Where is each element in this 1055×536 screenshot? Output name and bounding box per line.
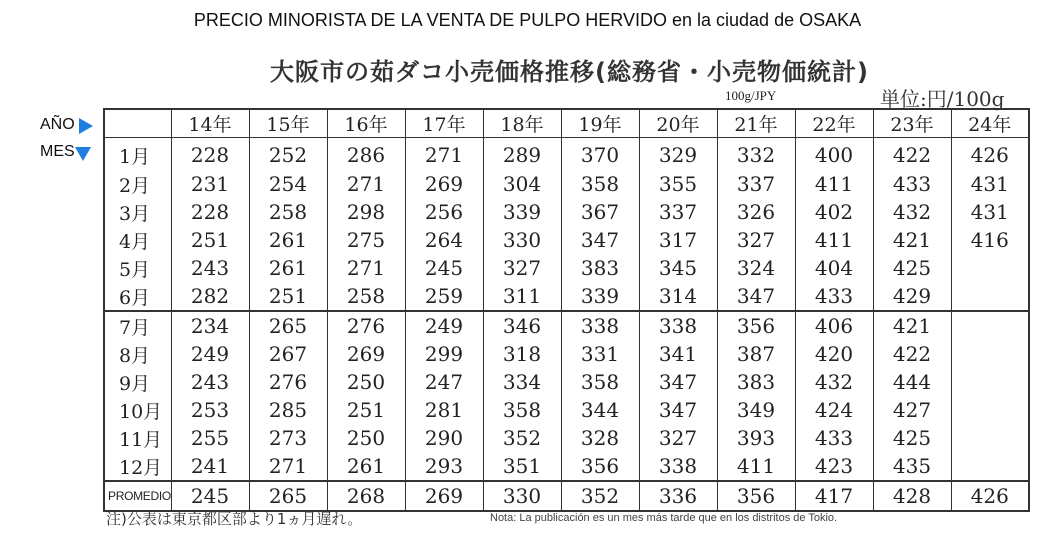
footnote-spanish: Nota: La publicación es un mes más tarde que en los distritos de Tokio. [490, 512, 838, 524]
price-cell: 327 [483, 254, 561, 282]
price-table [103, 108, 1030, 512]
price-cell [951, 311, 1029, 340]
price-cell: 258 [327, 282, 405, 311]
price-cell: 356 [717, 311, 795, 340]
price-cell: 247 [405, 368, 483, 396]
price-cell: 411 [795, 170, 873, 198]
price-cell: 338 [639, 311, 717, 340]
price-cell: 276 [327, 311, 405, 340]
price-cell: 341 [639, 340, 717, 368]
price-cell: 304 [483, 170, 561, 198]
price-cell: 254 [249, 170, 327, 198]
price-cell: 433 [873, 170, 951, 198]
price-cell: 253 [171, 396, 249, 424]
price-cell: 271 [249, 452, 327, 481]
price-cell: 345 [639, 254, 717, 282]
average-cell: 330 [483, 481, 561, 511]
price-cell: 243 [171, 368, 249, 396]
year-header-cell: 14年 [171, 109, 249, 138]
price-cell: 327 [639, 424, 717, 452]
table-row [104, 226, 1029, 254]
price-cell: 347 [639, 396, 717, 424]
price-cell: 271 [327, 254, 405, 282]
price-cell: 411 [717, 452, 795, 481]
price-cell: 273 [249, 424, 327, 452]
price-cell: 271 [405, 138, 483, 171]
average-cell: 426 [951, 481, 1029, 511]
price-cell: 299 [405, 340, 483, 368]
price-cell: 416 [951, 226, 1029, 254]
price-cell: 367 [561, 198, 639, 226]
price-cell: 275 [327, 226, 405, 254]
price-cell: 358 [561, 368, 639, 396]
price-cell: 298 [327, 198, 405, 226]
english-title: PRECIO MINORISTA DE LA VENTA DE PULPO HERVIDO en la ciudad de OSAKA [193, 10, 862, 30]
price-cell: 282 [171, 282, 249, 311]
year-header-cell: 18年 [483, 109, 561, 138]
table-row [104, 138, 1029, 171]
price-cell: 433 [795, 282, 873, 311]
price-cell: 347 [561, 226, 639, 254]
arrow-down-icon [75, 147, 91, 161]
price-cell: 400 [795, 138, 873, 171]
price-cell: 332 [717, 138, 795, 171]
price-cell: 370 [561, 138, 639, 171]
price-cell [951, 368, 1029, 396]
price-cell: 346 [483, 311, 561, 340]
price-cell [951, 424, 1029, 452]
average-row [104, 481, 1029, 511]
price-cell: 393 [717, 424, 795, 452]
year-axis-label [40, 116, 75, 134]
average-label: PROMEDIO [104, 481, 171, 511]
price-cell: 286 [327, 138, 405, 171]
price-cell: 255 [171, 424, 249, 452]
price-cell: 261 [249, 226, 327, 254]
price-cell: 231 [171, 170, 249, 198]
price-cell: 347 [717, 282, 795, 311]
month-cell: 6月 [104, 282, 171, 311]
price-cell: 256 [405, 198, 483, 226]
price-cell: 311 [483, 282, 561, 311]
price-cell [951, 340, 1029, 368]
price-cell: 351 [483, 452, 561, 481]
table-row [104, 452, 1029, 481]
year-header-cell: 15年 [249, 109, 327, 138]
price-cell: 347 [639, 368, 717, 396]
price-cell: 406 [795, 311, 873, 340]
average-cell: 428 [873, 481, 951, 511]
price-cell: 250 [327, 368, 405, 396]
year-header-cell: 23年 [873, 109, 951, 138]
year-header-cell: 17年 [405, 109, 483, 138]
month-cell: 3月 [104, 198, 171, 226]
price-cell: 404 [795, 254, 873, 282]
price-cell: 425 [873, 254, 951, 282]
average-cell: 356 [717, 481, 795, 511]
price-cell: 331 [561, 340, 639, 368]
price-cell: 358 [561, 170, 639, 198]
price-cell: 289 [483, 138, 561, 171]
price-cell: 329 [639, 138, 717, 171]
year-header-cell: 16年 [327, 109, 405, 138]
price-cell: 228 [171, 138, 249, 171]
price-cell: 293 [405, 452, 483, 481]
price-cell: 339 [561, 282, 639, 311]
table-row [104, 282, 1029, 311]
price-cell: 264 [405, 226, 483, 254]
month-cell: 10月 [104, 396, 171, 424]
price-cell: 249 [405, 311, 483, 340]
price-cell: 423 [795, 452, 873, 481]
price-cell: 339 [483, 198, 561, 226]
year-header-cell: 22年 [795, 109, 873, 138]
month-cell: 9月 [104, 368, 171, 396]
price-cell: 281 [405, 396, 483, 424]
price-cell: 269 [405, 170, 483, 198]
price-cell: 421 [873, 226, 951, 254]
price-cell [951, 452, 1029, 481]
price-cell: 317 [639, 226, 717, 254]
month-cell: 7月 [104, 311, 171, 340]
price-cell: 422 [873, 138, 951, 171]
price-cell: 243 [171, 254, 249, 282]
price-cell: 383 [561, 254, 639, 282]
price-cell: 328 [561, 424, 639, 452]
japanese-title: 大阪市の茹ダコ小売価格推移(総務省・小売物価統計) [270, 58, 869, 86]
price-cell: 426 [951, 138, 1029, 171]
price-cell: 422 [873, 340, 951, 368]
price-cell: 352 [483, 424, 561, 452]
month-label-text: MES [40, 143, 75, 160]
price-cell: 429 [873, 282, 951, 311]
average-cell: 336 [639, 481, 717, 511]
average-cell: 269 [405, 481, 483, 511]
average-cell: 417 [795, 481, 873, 511]
price-cell: 387 [717, 340, 795, 368]
price-cell: 420 [795, 340, 873, 368]
year-header-cell: 20年 [639, 109, 717, 138]
price-cell: 349 [717, 396, 795, 424]
price-cell: 383 [717, 368, 795, 396]
price-cell: 433 [795, 424, 873, 452]
average-cell: 268 [327, 481, 405, 511]
price-cell: 261 [249, 254, 327, 282]
price-cell: 251 [249, 282, 327, 311]
price-cell: 245 [405, 254, 483, 282]
year-label-text: AÑO [40, 116, 75, 133]
price-cell: 258 [249, 198, 327, 226]
price-cell: 228 [171, 198, 249, 226]
month-cell: 2月 [104, 170, 171, 198]
table-row [104, 311, 1029, 340]
unit-label-english: 100g/JPY [725, 88, 777, 103]
price-cell: 402 [795, 198, 873, 226]
price-cell: 261 [327, 452, 405, 481]
price-cell: 421 [873, 311, 951, 340]
price-cell: 337 [717, 170, 795, 198]
price-cell: 337 [639, 198, 717, 226]
month-axis-label [40, 143, 75, 161]
year-header-cell: 21年 [717, 109, 795, 138]
price-cell: 252 [249, 138, 327, 171]
price-cell [951, 254, 1029, 282]
average-cell: 245 [171, 481, 249, 511]
price-cell: 334 [483, 368, 561, 396]
table-row [104, 424, 1029, 452]
price-cell: 411 [795, 226, 873, 254]
month-cell: 11月 [104, 424, 171, 452]
price-cell: 241 [171, 452, 249, 481]
price-cell: 327 [717, 226, 795, 254]
price-cell: 251 [327, 396, 405, 424]
month-cell: 8月 [104, 340, 171, 368]
year-header-cell: 19年 [561, 109, 639, 138]
price-cell: 271 [327, 170, 405, 198]
table-row [104, 368, 1029, 396]
table-row [104, 198, 1029, 226]
price-cell: 355 [639, 170, 717, 198]
table-row [104, 396, 1029, 424]
year-header-cell: 24年 [951, 109, 1029, 138]
table-row [104, 254, 1029, 282]
table-row [104, 170, 1029, 198]
footnote-japanese: 注)公表は東京都区部より1ヵ月遅れ。 [106, 510, 363, 528]
price-cell: 432 [873, 198, 951, 226]
price-cell: 285 [249, 396, 327, 424]
month-cell: 1月 [104, 138, 171, 171]
price-cell: 234 [171, 311, 249, 340]
price-cell: 326 [717, 198, 795, 226]
price-cell: 269 [327, 340, 405, 368]
price-cell: 290 [405, 424, 483, 452]
price-cell: 318 [483, 340, 561, 368]
price-cell: 330 [483, 226, 561, 254]
price-cell [951, 282, 1029, 311]
year-header-row [104, 109, 1029, 138]
price-cell: 435 [873, 452, 951, 481]
table-row [104, 340, 1029, 368]
price-cell: 432 [795, 368, 873, 396]
price-cell: 276 [249, 368, 327, 396]
price-cell: 251 [171, 226, 249, 254]
price-cell: 250 [327, 424, 405, 452]
unit-label-japanese: 単位:円/100g [880, 87, 1005, 111]
price-cell: 338 [561, 311, 639, 340]
corner-cell [104, 109, 171, 138]
price-cell: 425 [873, 424, 951, 452]
price-cell: 267 [249, 340, 327, 368]
arrow-right-icon [79, 118, 93, 134]
month-cell: 5月 [104, 254, 171, 282]
price-cell: 358 [483, 396, 561, 424]
price-cell: 431 [951, 170, 1029, 198]
price-cell: 427 [873, 396, 951, 424]
price-cell: 265 [249, 311, 327, 340]
price-cell: 324 [717, 254, 795, 282]
price-cell: 344 [561, 396, 639, 424]
average-cell: 352 [561, 481, 639, 511]
price-cell: 356 [561, 452, 639, 481]
average-cell: 265 [249, 481, 327, 511]
price-cell: 431 [951, 198, 1029, 226]
price-cell: 314 [639, 282, 717, 311]
price-cell: 259 [405, 282, 483, 311]
month-cell: 12月 [104, 452, 171, 481]
month-cell: 4月 [104, 226, 171, 254]
price-cell [951, 396, 1029, 424]
price-cell: 338 [639, 452, 717, 481]
price-cell: 424 [795, 396, 873, 424]
price-cell: 249 [171, 340, 249, 368]
price-cell: 444 [873, 368, 951, 396]
